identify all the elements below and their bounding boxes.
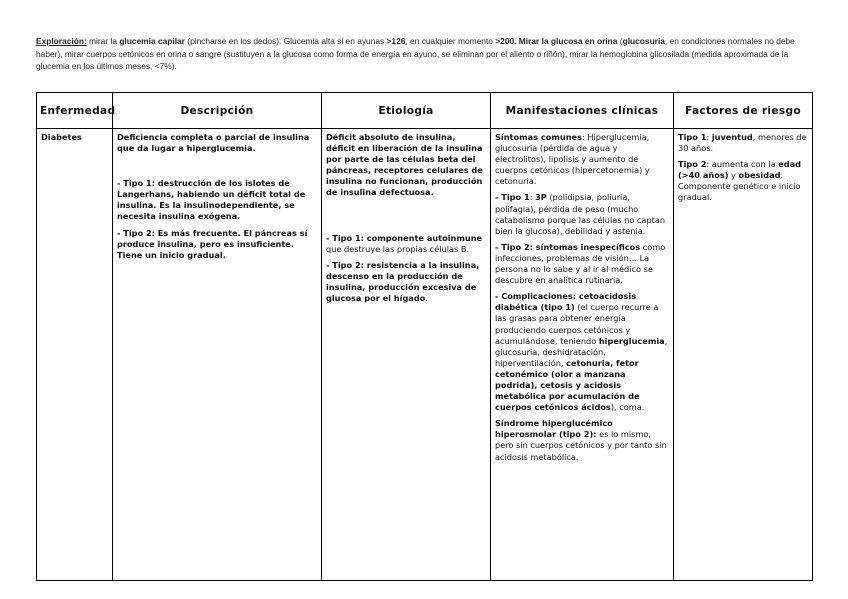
header-etiologia: Etiología bbox=[322, 93, 491, 129]
table-header-row bbox=[37, 93, 813, 129]
factores-p2 bbox=[678, 159, 808, 203]
intro-text: , en condiciones normales no debe haber), mirar cuerpos cetónicos en orina o sangre (sustituyen a la glucosa como forma de energía en ayuno, se eliminan por el aliento o riñón), mirar la hemoglobina glicosilada (medida aproximada de la glucemia en los últimos meses, <7%). bbox=[36, 36, 795, 71]
manifestaciones-text: , glucosuria, deshidratación, hiperventilación, bbox=[495, 335, 668, 368]
manifestaciones-text: es lo mismo, pero sin cuerpos cetónicos y por tanto sin acidosis metabólica. bbox=[495, 429, 667, 462]
manifestaciones-bold: - Tipo 1 bbox=[495, 192, 530, 203]
cell-factores bbox=[674, 129, 813, 581]
intro-bold: >200. Mirar la glucosa en orina bbox=[495, 36, 618, 46]
manifestaciones-p2 bbox=[495, 192, 669, 236]
manifestaciones-bold: - Complicaciones: cetoacidosis diabética (tipo 1) bbox=[495, 291, 637, 313]
etiologia-p2-bold: - Tipo 1: componente autoinmune bbox=[326, 232, 483, 243]
etiologia-p2 bbox=[326, 233, 486, 255]
factores-text: : bbox=[706, 132, 712, 142]
intro-text: mirar la bbox=[86, 36, 120, 46]
manifestaciones-text: (polidipsia, poliuria, polifagia), pérdida de peso (mucho catabolismo porque las células no captan bien la glucosa), debilidad y astenia. bbox=[495, 192, 666, 236]
intro-text: (pincharse en los dedos). Glucemia alta si en ayunas bbox=[184, 36, 387, 46]
disease-name: Diabetes bbox=[41, 132, 82, 142]
factores-p1 bbox=[678, 132, 808, 154]
manifestaciones-bold: Síntomas comunes bbox=[495, 132, 582, 142]
etiologia-p1: Déficit absoluto de insulina, déficit en liberación de la insulina por parte de las células beta del páncreas, receptores celulares de insulina no funcionan, producción de insulina defectuosa. bbox=[326, 132, 483, 198]
manifestaciones-text: : Hiperglucemia, glucosuria (pérdida de agua y electrolitos), lipolisis y aumento de cuerpos cetónicos (hipercetonemia) y cetonuria. bbox=[495, 132, 650, 187]
cell-descripcion bbox=[113, 129, 322, 581]
factores-bold: Tipo 1 bbox=[678, 132, 707, 142]
header-factores: Factores de riesgo bbox=[674, 93, 813, 129]
descripcion-p1: Deficiencia completa o parcial de insulina que da lugar a hiperglucemia. bbox=[117, 132, 310, 154]
etiologia-p3 bbox=[326, 260, 486, 304]
intro-text: ( bbox=[617, 36, 623, 46]
factores-bold: edad (>40 años) bbox=[678, 159, 802, 181]
exploracion-paragraph bbox=[36, 35, 814, 73]
etiologia-p3-text: . bbox=[425, 293, 428, 304]
manifestaciones-p1 bbox=[495, 132, 669, 187]
factores-bold: Tipo 2 bbox=[678, 159, 707, 170]
manifestaciones-bold: - Tipo 2: síntomas inespecíficos bbox=[495, 241, 641, 252]
intro-text: , en cualquier momento bbox=[405, 36, 496, 46]
manifestaciones-bold: 3P bbox=[535, 192, 547, 203]
cell-manifestaciones bbox=[491, 129, 674, 581]
factores-text: , menores de 30 años. bbox=[678, 132, 807, 154]
manifestaciones-text: como infecciones, problemas de visión… La persona no lo sabe y al ir al médico se descubre en analítica rutinaria. bbox=[495, 241, 666, 286]
header-descripcion: Descripción bbox=[113, 93, 322, 129]
cell-etiologia bbox=[322, 129, 491, 581]
manifestaciones-p5 bbox=[495, 418, 669, 462]
exploracion-label: Exploración: bbox=[36, 36, 87, 46]
factores-text: : aumenta con la bbox=[706, 159, 779, 170]
intro-bold: glucemia capilar bbox=[119, 36, 185, 46]
factores-text: y bbox=[728, 170, 739, 181]
manifestaciones-bold: hiperglucemia bbox=[598, 335, 665, 346]
manifestaciones-bold: cetonuria, fetor cetonémico (olor a manzana podrida), cetosis y acidosis metabólica por acumulación de cuerpos cetónicos ácidos bbox=[495, 357, 640, 413]
manifestaciones-text: (el cuerpo recurre a las grasas para obtener energía produciendo cuerpos cetónicos y acumulándose, teniendo bbox=[495, 302, 659, 346]
cell-disease bbox=[37, 129, 113, 581]
descripcion-p3: - Tipo 2: Es más frecuente. El páncreas sí produce insulina, pero es insuficiente. Tiene un inicio gradual. bbox=[117, 227, 308, 260]
factores-bold: juventud bbox=[711, 132, 753, 142]
manifestaciones-bold: Síndrome hiperglucémico hiperosmolar (tipo 2): bbox=[495, 418, 613, 440]
intro-bold: >126 bbox=[386, 36, 406, 46]
factores-bold: obesidad bbox=[738, 170, 781, 181]
descripcion-p2: - Tipo 1: destrucción de los islotes de Langerhans, habiendo un déficit total de insulina. Es la insulinodependiente, se necesita insulina exógena. bbox=[117, 178, 306, 222]
manifestaciones-p3 bbox=[495, 242, 669, 286]
etiologia-p3-bold: - Tipo 2: resistencia a la insulina, descenso en la producción de insulina, producción excesiva de glucosa por el hígado bbox=[326, 259, 480, 304]
etiologia-p2-text: que destruye las propias células B. bbox=[326, 243, 470, 254]
intro-bold: glucosuria bbox=[622, 36, 665, 46]
disease-table bbox=[36, 92, 813, 581]
manifestaciones-text: ), coma. bbox=[610, 402, 645, 413]
header-enfermedad: Enfermedad bbox=[37, 93, 113, 129]
factores-text: . Componente genético e inicio gradual. bbox=[678, 170, 801, 203]
manifestaciones-text: : bbox=[529, 192, 536, 203]
header-manifestaciones: Manifestaciones clínicas bbox=[491, 93, 674, 129]
table-row bbox=[37, 129, 813, 581]
manifestaciones-p4 bbox=[495, 291, 669, 413]
